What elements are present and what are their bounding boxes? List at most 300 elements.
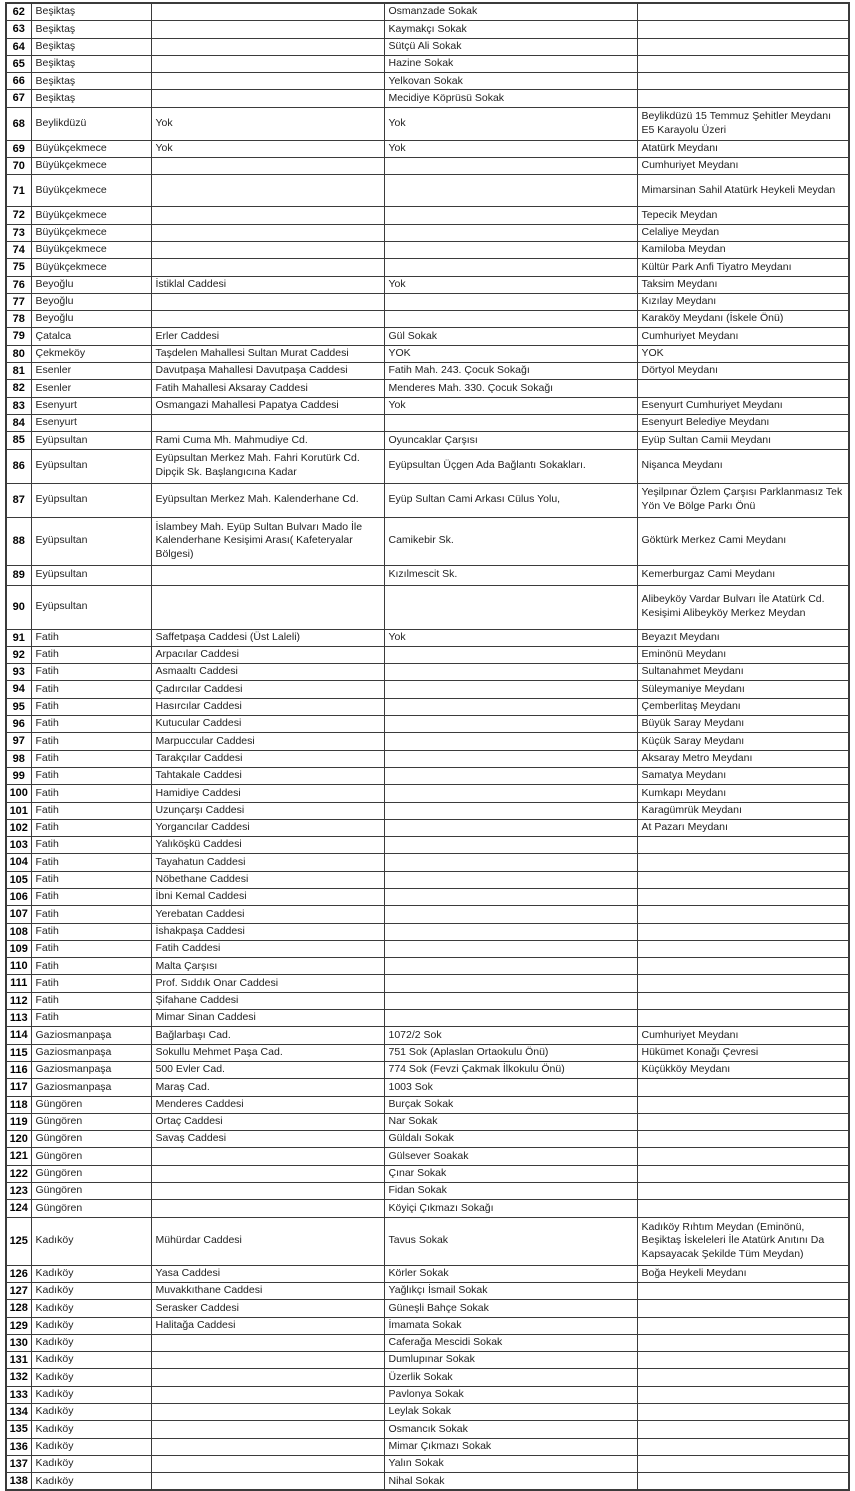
square-cell: Yeşilpınar Özlem Çarşısı Parklanmasız Tek Yön Ve Bölge Parkı Önü <box>637 483 849 517</box>
street-cell: Nihal Sokak <box>384 1473 637 1491</box>
square-cell <box>637 55 849 72</box>
table-row <box>6 1010 849 1027</box>
avenue-cell <box>151 1352 384 1369</box>
avenue-cell <box>151 565 384 585</box>
row-number-cell: 82 <box>6 380 31 397</box>
district-cell: Güngören <box>31 1113 151 1130</box>
row-number-cell: 96 <box>6 716 31 733</box>
avenue-cell: 500 Evler Cad. <box>151 1061 384 1078</box>
square-cell <box>637 871 849 888</box>
street-cell: Yok <box>384 140 637 157</box>
district-cell: Fatih <box>31 664 151 681</box>
row-number-cell: 99 <box>6 767 31 784</box>
table-row <box>6 1265 849 1282</box>
table-row <box>6 837 849 854</box>
row-number-cell: 95 <box>6 698 31 715</box>
district-cell: Kadıköy <box>31 1317 151 1334</box>
street-cell <box>384 158 637 175</box>
square-cell: Kamiloba Meydan <box>637 241 849 258</box>
avenue-cell: Sokullu Mehmet Paşa Cad. <box>151 1044 384 1061</box>
row-number-cell: 115 <box>6 1044 31 1061</box>
table-row <box>6 1217 849 1265</box>
avenue-cell: Serasker Caddesi <box>151 1300 384 1317</box>
district-cell: Fatih <box>31 785 151 802</box>
street-cell: Gül Sokak <box>384 328 637 345</box>
table-row <box>6 1044 849 1061</box>
square-cell <box>637 1300 849 1317</box>
row-number-cell: 128 <box>6 1300 31 1317</box>
street-cell <box>384 871 637 888</box>
row-number-cell: 73 <box>6 224 31 241</box>
table-row <box>6 585 849 629</box>
square-cell: Samatya Meydanı <box>637 767 849 784</box>
row-number-cell: 107 <box>6 906 31 923</box>
avenue-cell: Muvakkıthane Caddesi <box>151 1282 384 1299</box>
street-cell: Yok <box>384 629 637 646</box>
street-cell <box>384 681 637 698</box>
row-number-cell: 108 <box>6 923 31 940</box>
avenue-cell: İbni Kemal Caddesi <box>151 888 384 905</box>
row-number-cell: 121 <box>6 1148 31 1165</box>
district-cell: Beşiktaş <box>31 38 151 55</box>
table-row <box>6 1473 849 1491</box>
table-row <box>6 517 849 565</box>
row-number-cell: 66 <box>6 73 31 90</box>
square-cell <box>637 992 849 1009</box>
street-cell <box>384 923 637 940</box>
district-cell: Eyüpsultan <box>31 449 151 483</box>
square-cell: Nişanca Meydanı <box>637 449 849 483</box>
row-number-cell: 75 <box>6 259 31 276</box>
square-cell: Süleymaniye Meydanı <box>637 681 849 698</box>
square-cell <box>637 1079 849 1096</box>
district-cell: Esenler <box>31 380 151 397</box>
street-cell <box>384 958 637 975</box>
table-row <box>6 414 849 431</box>
avenue-cell: Yok <box>151 140 384 157</box>
avenue-cell <box>151 241 384 258</box>
avenue-cell: Halitağa Caddesi <box>151 1317 384 1334</box>
row-number-cell: 86 <box>6 449 31 483</box>
row-number-cell: 118 <box>6 1096 31 1113</box>
district-cell: Eyüpsultan <box>31 483 151 517</box>
avenue-cell: Nöbethane Caddesi <box>151 871 384 888</box>
square-cell <box>637 73 849 90</box>
avenue-cell: Marpuccular Caddesi <box>151 733 384 750</box>
square-cell: Çemberlitaş Meydanı <box>637 698 849 715</box>
district-cell: Fatih <box>31 958 151 975</box>
avenue-cell: Arpacılar Caddesi <box>151 646 384 663</box>
row-number-cell: 87 <box>6 483 31 517</box>
avenue-cell: Taşdelen Mahallesi Sultan Murat Caddesi <box>151 345 384 362</box>
square-cell <box>637 975 849 992</box>
table-row <box>6 483 849 517</box>
district-cell: Kadıköy <box>31 1386 151 1403</box>
street-cell: 774 Sok (Fevzi Çakmak İlkokulu Önü) <box>384 1061 637 1078</box>
table-row <box>6 311 849 328</box>
table-row <box>6 1079 849 1096</box>
row-number-cell: 104 <box>6 854 31 871</box>
avenue-cell <box>151 1148 384 1165</box>
district-cell: Gaziosmanpaşa <box>31 1027 151 1044</box>
row-number-cell: 90 <box>6 585 31 629</box>
district-cell: Beyoğlu <box>31 293 151 310</box>
row-number-cell: 101 <box>6 802 31 819</box>
table-row <box>6 716 849 733</box>
square-cell <box>637 1334 849 1351</box>
table-row <box>6 750 849 767</box>
table-row <box>6 733 849 750</box>
avenue-cell <box>151 1386 384 1403</box>
square-cell: Cumhuriyet Meydanı <box>637 328 849 345</box>
street-cell: Kaymakçı Sokak <box>384 21 637 38</box>
table-row <box>6 1131 849 1148</box>
street-cell: Fidan Sokak <box>384 1183 637 1200</box>
avenue-cell: Asmaaltı Caddesi <box>151 664 384 681</box>
district-cell: Fatih <box>31 681 151 698</box>
street-cell <box>384 716 637 733</box>
street-cell: Oyuncaklar Çarşısı <box>384 432 637 449</box>
street-cell: Yelkovan Sokak <box>384 73 637 90</box>
square-cell <box>637 1148 849 1165</box>
street-cell <box>384 802 637 819</box>
street-cell: Leylak Sokak <box>384 1404 637 1421</box>
square-cell <box>637 888 849 905</box>
district-cell: Beylikdüzü <box>31 107 151 140</box>
row-number-cell: 91 <box>6 629 31 646</box>
district-cell: Büyükçekmece <box>31 140 151 157</box>
street-cell: Üzerlik Sokak <box>384 1369 637 1386</box>
table-row <box>6 1183 849 1200</box>
avenue-cell <box>151 207 384 224</box>
table-row <box>6 21 849 38</box>
avenue-cell <box>151 414 384 431</box>
district-cell: Güngören <box>31 1183 151 1200</box>
district-cell: Fatih <box>31 802 151 819</box>
districts-streets-squares-table <box>5 2 850 1491</box>
square-cell <box>637 1404 849 1421</box>
street-cell <box>384 819 637 836</box>
square-cell <box>637 854 849 871</box>
district-cell: Fatih <box>31 646 151 663</box>
square-cell: Mimarsinan Sahil Atatürk Heykeli Meydan <box>637 175 849 207</box>
avenue-cell <box>151 311 384 328</box>
avenue-cell <box>151 38 384 55</box>
district-cell: Fatih <box>31 975 151 992</box>
row-number-cell: 92 <box>6 646 31 663</box>
square-cell: Tepecik Meydan <box>637 207 849 224</box>
avenue-cell: İshakpaşa Caddesi <box>151 923 384 940</box>
square-cell <box>637 3 849 21</box>
district-cell: Kadıköy <box>31 1438 151 1455</box>
district-cell: Çatalca <box>31 328 151 345</box>
row-number-cell: 97 <box>6 733 31 750</box>
district-cell: Kadıköy <box>31 1369 151 1386</box>
row-number-cell: 62 <box>6 3 31 21</box>
district-cell: Güngören <box>31 1200 151 1217</box>
street-cell <box>384 175 637 207</box>
row-number-cell: 120 <box>6 1131 31 1148</box>
square-cell <box>637 1455 849 1472</box>
table-row <box>6 1386 849 1403</box>
street-cell: Burçak Sokak <box>384 1096 637 1113</box>
avenue-cell <box>151 1165 384 1182</box>
table-row <box>6 158 849 175</box>
square-cell: Dörtyol Meydanı <box>637 363 849 380</box>
district-cell: Güngören <box>31 1131 151 1148</box>
row-number-cell: 114 <box>6 1027 31 1044</box>
district-cell: Fatih <box>31 733 151 750</box>
square-cell: Karaköy Meydanı (İskele Önü) <box>637 311 849 328</box>
street-cell <box>384 854 637 871</box>
square-cell <box>637 21 849 38</box>
avenue-cell: Saffetpaşa Caddesi (Üst Laleli) <box>151 629 384 646</box>
square-cell <box>637 1352 849 1369</box>
row-number-cell: 67 <box>6 90 31 107</box>
street-cell: Osmanzade Sokak <box>384 3 637 21</box>
district-cell: Esenyurt <box>31 397 151 414</box>
square-cell: Alibeyköy Vardar Bulvarı İle Atatürk Cd. Kesişimi Alibeyköy Merkez Meydan <box>637 585 849 629</box>
district-cell: Fatih <box>31 888 151 905</box>
square-cell: Esenyurt Cumhuriyet Meydanı <box>637 397 849 414</box>
table-row <box>6 207 849 224</box>
table-row <box>6 90 849 107</box>
row-number-cell: 110 <box>6 958 31 975</box>
square-cell: Kumkapı Meydanı <box>637 785 849 802</box>
table-row <box>6 802 849 819</box>
street-cell <box>384 906 637 923</box>
square-cell <box>637 38 849 55</box>
row-number-cell: 88 <box>6 517 31 565</box>
street-cell <box>384 241 637 258</box>
square-cell: Hükümet Konağı Çevresi <box>637 1044 849 1061</box>
district-cell: Büyükçekmece <box>31 224 151 241</box>
row-number-cell: 103 <box>6 837 31 854</box>
row-number-cell: 123 <box>6 1183 31 1200</box>
table-row <box>6 629 849 646</box>
district-cell: Fatih <box>31 940 151 957</box>
district-cell: Eyüpsultan <box>31 565 151 585</box>
avenue-cell: Çadırcılar Caddesi <box>151 681 384 698</box>
avenue-cell: Erler Caddesi <box>151 328 384 345</box>
avenue-cell <box>151 73 384 90</box>
row-number-cell: 137 <box>6 1455 31 1472</box>
table-row <box>6 1096 849 1113</box>
street-cell: Kızılmescit Sk. <box>384 565 637 585</box>
district-cell: Fatih <box>31 837 151 854</box>
table-row <box>6 888 849 905</box>
row-number-cell: 68 <box>6 107 31 140</box>
row-number-cell: 106 <box>6 888 31 905</box>
row-number-cell: 138 <box>6 1473 31 1491</box>
avenue-cell: Fatih Caddesi <box>151 940 384 957</box>
street-cell: Sütçü Ali Sokak <box>384 38 637 55</box>
table-row <box>6 224 849 241</box>
district-cell: Esenler <box>31 363 151 380</box>
street-cell: Eyüp Sultan Cami Arkası Cülus Yolu, <box>384 483 637 517</box>
square-cell <box>637 1421 849 1438</box>
square-cell <box>637 940 849 957</box>
table-row <box>6 681 849 698</box>
table-row <box>6 992 849 1009</box>
row-number-cell: 119 <box>6 1113 31 1130</box>
table-row <box>6 698 849 715</box>
table-row <box>6 107 849 140</box>
street-cell: Güldalı Sokak <box>384 1131 637 1148</box>
street-cell <box>384 888 637 905</box>
street-cell: Köyiçi Çıkmazı Sokağı <box>384 1200 637 1217</box>
district-cell: Kadıköy <box>31 1404 151 1421</box>
district-cell: Fatih <box>31 923 151 940</box>
avenue-cell <box>151 1421 384 1438</box>
row-number-cell: 81 <box>6 363 31 380</box>
square-cell: Kemerburgaz Cami Meydanı <box>637 565 849 585</box>
street-cell: Gülsever Soakak <box>384 1148 637 1165</box>
district-cell: Büyükçekmece <box>31 175 151 207</box>
row-number-cell: 112 <box>6 992 31 1009</box>
avenue-cell <box>151 1473 384 1491</box>
row-number-cell: 117 <box>6 1079 31 1096</box>
district-cell: Güngören <box>31 1096 151 1113</box>
square-cell <box>637 1438 849 1455</box>
square-cell <box>637 1131 849 1148</box>
street-cell <box>384 414 637 431</box>
square-cell: Aksaray Metro Meydanı <box>637 750 849 767</box>
table-row <box>6 259 849 276</box>
row-number-cell: 102 <box>6 819 31 836</box>
table-body <box>6 3 849 1490</box>
square-cell <box>637 380 849 397</box>
district-cell: Fatih <box>31 854 151 871</box>
district-cell: Esenyurt <box>31 414 151 431</box>
table-row <box>6 55 849 72</box>
district-cell: Fatih <box>31 767 151 784</box>
square-cell: YOK <box>637 345 849 362</box>
row-number-cell: 77 <box>6 293 31 310</box>
street-cell: Tavus Sokak <box>384 1217 637 1265</box>
row-number-cell: 79 <box>6 328 31 345</box>
avenue-cell <box>151 1334 384 1351</box>
avenue-cell <box>151 585 384 629</box>
street-cell <box>384 585 637 629</box>
table-row <box>6 363 849 380</box>
street-cell: Yok <box>384 107 637 140</box>
table-row <box>6 432 849 449</box>
avenue-cell <box>151 1438 384 1455</box>
district-cell: Fatih <box>31 698 151 715</box>
district-cell: Gaziosmanpaşa <box>31 1044 151 1061</box>
row-number-cell: 126 <box>6 1265 31 1282</box>
district-cell: Beşiktaş <box>31 73 151 90</box>
square-cell: Beyazıt Meydanı <box>637 629 849 646</box>
avenue-cell <box>151 3 384 21</box>
table-row <box>6 3 849 21</box>
row-number-cell: 70 <box>6 158 31 175</box>
district-cell: Kadıköy <box>31 1421 151 1438</box>
table-row <box>6 975 849 992</box>
square-cell: Atatürk Meydanı <box>637 140 849 157</box>
square-cell <box>637 1183 849 1200</box>
row-number-cell: 134 <box>6 1404 31 1421</box>
avenue-cell: Tayahatun Caddesi <box>151 854 384 871</box>
district-cell: Kadıköy <box>31 1217 151 1265</box>
table-row <box>6 1061 849 1078</box>
row-number-cell: 109 <box>6 940 31 957</box>
table-row <box>6 646 849 663</box>
street-cell <box>384 767 637 784</box>
avenue-cell <box>151 1200 384 1217</box>
street-cell: Yalın Sokak <box>384 1455 637 1472</box>
street-cell <box>384 785 637 802</box>
table-row <box>6 1352 849 1369</box>
square-cell <box>637 1200 849 1217</box>
street-cell: 751 Sok (Aplaslan Ortaokulu Önü) <box>384 1044 637 1061</box>
avenue-cell: Yorgancılar Caddesi <box>151 819 384 836</box>
street-cell <box>384 311 637 328</box>
square-cell: Boğa Heykeli Meydanı <box>637 1265 849 1282</box>
district-cell: Fatih <box>31 716 151 733</box>
row-number-cell: 69 <box>6 140 31 157</box>
street-cell: Yağlıkçı İsmail Sokak <box>384 1282 637 1299</box>
row-number-cell: 72 <box>6 207 31 224</box>
row-number-cell: 105 <box>6 871 31 888</box>
district-cell: Büyükçekmece <box>31 259 151 276</box>
avenue-cell: Mimar Sinan Caddesi <box>151 1010 384 1027</box>
avenue-cell: Tarakçılar Caddesi <box>151 750 384 767</box>
table-row <box>6 1404 849 1421</box>
street-cell <box>384 837 637 854</box>
square-cell: Kadıköy Rıhtım Meydan (Eminönü, Beşiktaş İskeleleri İle Atatürk Anıtını Da Kapsayacak Şekilde Tüm Meydan) <box>637 1217 849 1265</box>
street-cell: Körler Sokak <box>384 1265 637 1282</box>
avenue-cell: Yasa Caddesi <box>151 1265 384 1282</box>
row-number-cell: 63 <box>6 21 31 38</box>
row-number-cell: 71 <box>6 175 31 207</box>
avenue-cell: Eyüpsultan Merkez Mah. Fahri Korutürk Cd. Dipçik Sk. Başlangıcına Kadar <box>151 449 384 483</box>
avenue-cell <box>151 175 384 207</box>
street-cell: Yok <box>384 276 637 293</box>
square-cell <box>637 958 849 975</box>
district-cell: Eyüpsultan <box>31 517 151 565</box>
street-cell <box>384 664 637 681</box>
square-cell <box>637 1317 849 1334</box>
table-row <box>6 785 849 802</box>
avenue-cell: Rami Cuma Mh. Mahmudiye Cd. <box>151 432 384 449</box>
district-cell: Beşiktaş <box>31 90 151 107</box>
district-cell: Beşiktaş <box>31 21 151 38</box>
row-number-cell: 111 <box>6 975 31 992</box>
table-row <box>6 1317 849 1334</box>
avenue-cell <box>151 1183 384 1200</box>
table-row <box>6 1200 849 1217</box>
row-number-cell: 124 <box>6 1200 31 1217</box>
avenue-cell <box>151 1455 384 1472</box>
street-cell <box>384 992 637 1009</box>
street-cell <box>384 975 637 992</box>
street-cell: Mimar Çıkmazı Sokak <box>384 1438 637 1455</box>
district-cell: Gaziosmanpaşa <box>31 1061 151 1078</box>
avenue-cell: Eyüpsultan Merkez Mah. Kalenderhane Cd. <box>151 483 384 517</box>
row-number-cell: 133 <box>6 1386 31 1403</box>
street-cell <box>384 750 637 767</box>
table-row <box>6 1300 849 1317</box>
district-cell: Güngören <box>31 1148 151 1165</box>
avenue-cell <box>151 293 384 310</box>
avenue-cell: Davutpaşa Mahallesi Davutpaşa Caddesi <box>151 363 384 380</box>
avenue-cell <box>151 90 384 107</box>
table-row <box>6 345 849 362</box>
district-cell: Beyoğlu <box>31 276 151 293</box>
district-cell: Kadıköy <box>31 1352 151 1369</box>
